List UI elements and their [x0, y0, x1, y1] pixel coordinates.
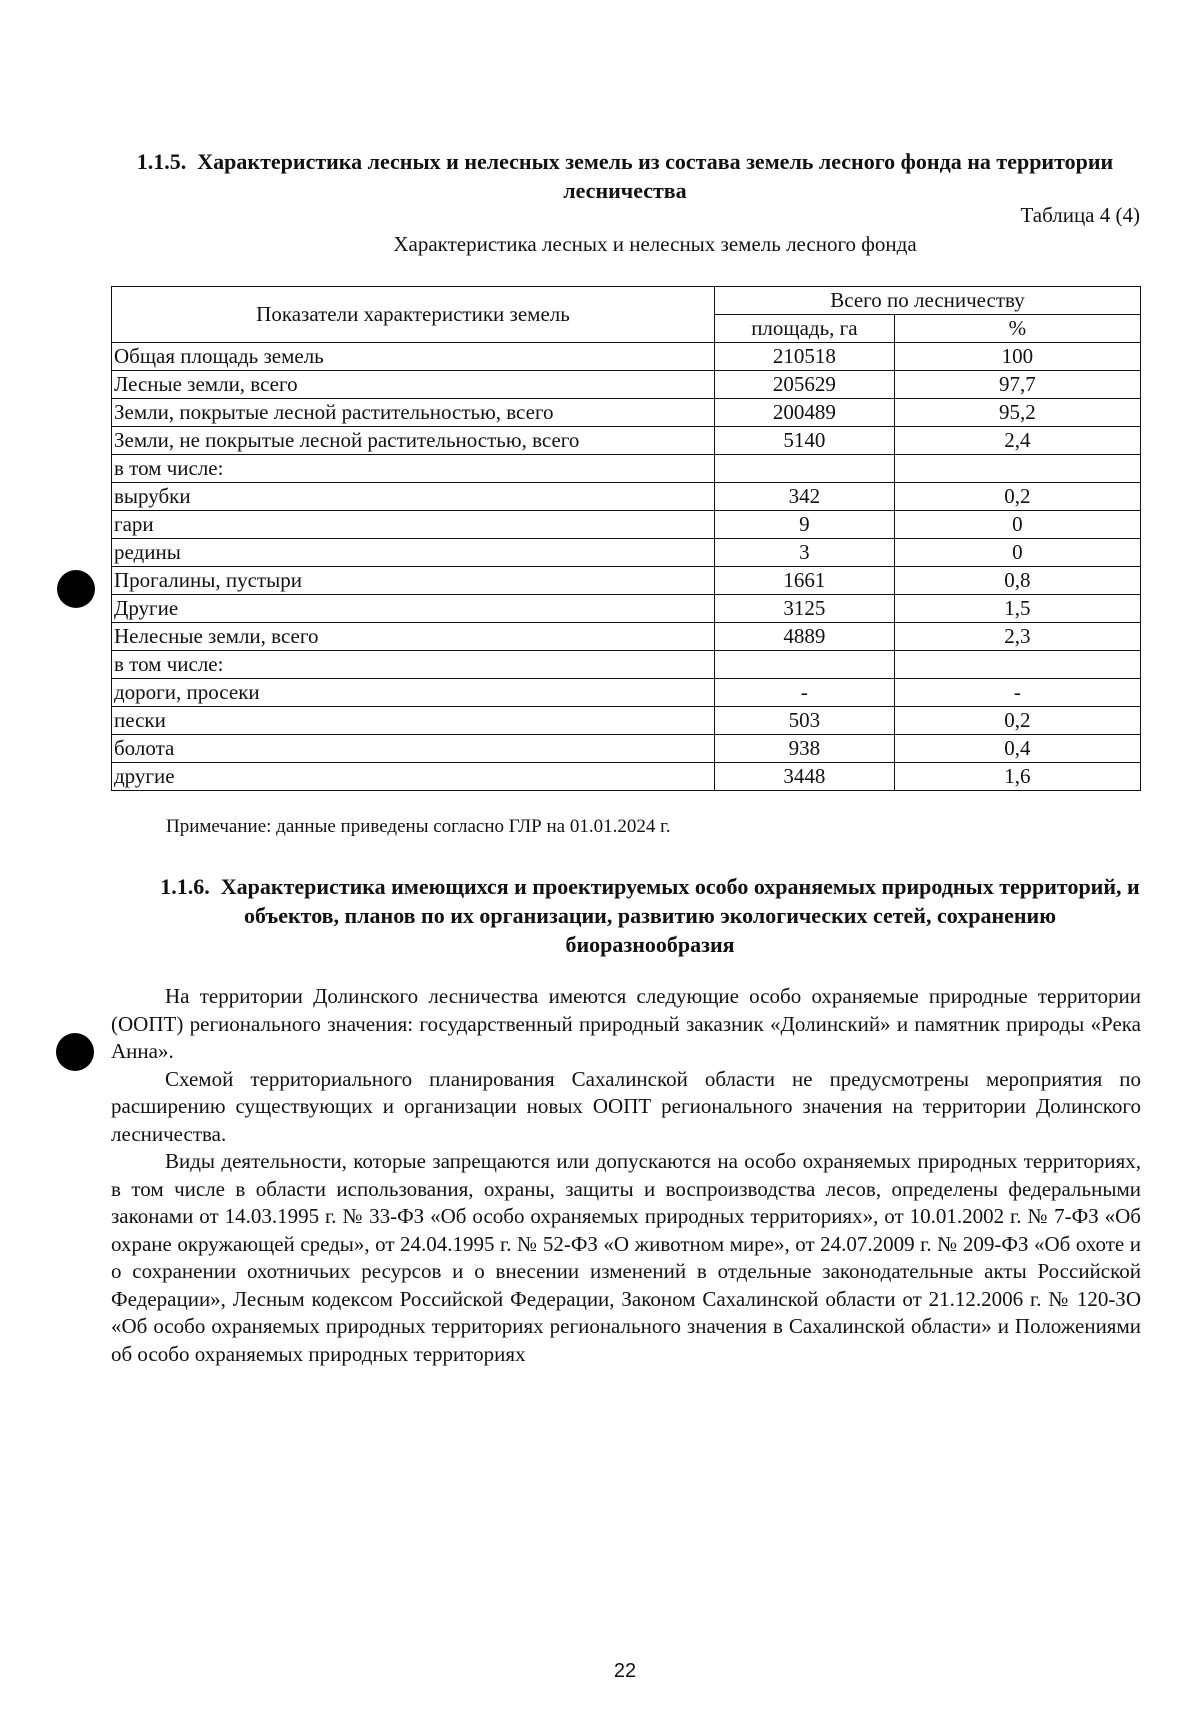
row-percent	[894, 651, 1140, 679]
section-heading-1-1-6	[160, 872, 1140, 959]
paragraph: Схемой территориального планирования Сахалинской области не предусмотрены мероприятия по расширению существующих и организации новых ООПТ регионального значения на территории Долинского лесничества.	[111, 1066, 1141, 1146]
table-row	[112, 595, 1141, 623]
table-row	[112, 483, 1141, 511]
row-percent: 2,3	[894, 623, 1140, 651]
table-row	[112, 679, 1141, 707]
row-area: 4889	[715, 623, 895, 651]
row-label: в том числе:	[112, 455, 715, 483]
row-area: 205629	[715, 371, 895, 399]
row-label: пески	[112, 707, 715, 735]
row-percent: 97,7	[894, 371, 1140, 399]
table-row	[112, 567, 1141, 595]
row-area: 210518	[715, 343, 895, 371]
section-title: Характеристика имеющихся и проектируемых особо охраняемых природных территорий, и объектов, планов по их организации, развитию экологических сетей, сохранению биоразнообразия	[220, 874, 1140, 957]
row-area: 938	[715, 735, 895, 763]
page-number: 22	[613, 1660, 637, 1682]
land-characteristics-table	[111, 286, 1141, 791]
row-label: дороги, просеки	[112, 679, 715, 707]
table-row	[112, 399, 1141, 427]
row-percent: 0,2	[894, 707, 1140, 735]
header-indicator: Показатели характеристики земель	[112, 287, 715, 343]
row-percent: -	[894, 679, 1140, 707]
row-label: Земли, покрытые лесной растительностью, всего	[112, 399, 715, 427]
table-row	[112, 343, 1141, 371]
section-number: 1.1.5.	[136, 149, 187, 174]
table-row	[112, 539, 1141, 567]
row-percent: 2,4	[894, 427, 1140, 455]
paragraph: Виды деятельности, которые запрещаются или допускаются на особо охраняемых природных территориях, в том числе в области использования, охраны, защиты и воспроизводства лесов, определены федеральными законами от 14.03.1995 г. № 33-ФЗ «Об особо охраняемых природных территориях», от 10.01.2002 г. № 7-ФЗ «Об охране окружающей среды», от 24.04.1995 г. № 52-ФЗ «О животном мире», от 24.07.2009 г. № 209-ФЗ «Об охоте и о сохранении охотничьих ресурсов и о внесении изменений в отдельные законодательные акты Российской Федерации», Лесным кодексом Российской Федерации, Законом Сахалинской области от 21.12.2006 г. № 120-ЗО «Об особо охраняемых природных территориях регионального значения в Сахалинской области» и Положениями об особо охраняемых природных территориях	[111, 1149, 1141, 1366]
row-percent: 0,2	[894, 483, 1140, 511]
table-number: Таблица 4 (4)	[1020, 203, 1140, 227]
row-area	[715, 651, 895, 679]
table-row	[112, 511, 1141, 539]
row-label: Другие	[112, 595, 715, 623]
row-label: болота	[112, 735, 715, 763]
row-percent: 0,4	[894, 735, 1140, 763]
row-label: редины	[112, 539, 715, 567]
row-label: в том числе:	[112, 651, 715, 679]
row-label: Прогалины, пустыри	[112, 567, 715, 595]
row-label: Земли, не покрытые лесной растительностью, всего	[112, 427, 715, 455]
table-caption: Характеристика лесных и нелесных земель лесного фонда	[393, 232, 917, 256]
header-total: Всего по лесничеству	[715, 287, 1141, 315]
row-label: Общая площадь земель	[112, 343, 715, 371]
table-header-row	[112, 287, 1141, 315]
section-heading-1-1-5	[110, 147, 1140, 205]
row-area: 200489	[715, 399, 895, 427]
row-label: вырубки	[112, 483, 715, 511]
table-note: Примечание: данные приведены согласно ГЛР на 01.01.2024 г.	[166, 816, 671, 837]
row-percent: 1,5	[894, 595, 1140, 623]
row-area: 342	[715, 483, 895, 511]
table-row	[112, 371, 1141, 399]
row-label: Лесные земли, всего	[112, 371, 715, 399]
row-area: 5140	[715, 427, 895, 455]
row-area: 503	[715, 707, 895, 735]
table-row	[112, 707, 1141, 735]
body-text	[111, 983, 1141, 1368]
row-label: Нелесные земли, всего	[112, 623, 715, 651]
punch-hole	[56, 1033, 94, 1071]
row-percent: 0	[894, 511, 1140, 539]
table-row	[112, 735, 1141, 763]
section-number: 1.1.6.	[160, 874, 210, 899]
paragraph: На территории Долинского лесничества имеются следующие особо охраняемые природные территории (ООПТ) регионального значения: государственный природный заказник «Долинский» и памятник природы «Река Анна».	[111, 984, 1141, 1063]
row-area: 9	[715, 511, 895, 539]
row-area	[715, 455, 895, 483]
row-area: 3125	[715, 595, 895, 623]
punch-hole	[57, 570, 95, 608]
row-percent: 0	[894, 539, 1140, 567]
row-percent: 95,2	[894, 399, 1140, 427]
row-area: 1661	[715, 567, 895, 595]
table-body	[112, 343, 1141, 791]
row-percent	[894, 455, 1140, 483]
row-area: -	[715, 679, 895, 707]
row-percent: 1,6	[894, 763, 1140, 791]
row-area: 3448	[715, 763, 895, 791]
header-percent: %	[894, 315, 1140, 343]
table-row	[112, 623, 1141, 651]
row-percent: 0,8	[894, 567, 1140, 595]
table-row	[112, 763, 1141, 791]
header-area: площадь, га	[715, 315, 895, 343]
row-label: другие	[112, 763, 715, 791]
table-row	[112, 651, 1141, 679]
row-percent: 100	[894, 343, 1140, 371]
section-title: Характеристика лесных и нелесных земель из состава земель лесного фонда на территории лесничества	[197, 149, 1114, 203]
row-area: 3	[715, 539, 895, 567]
row-label: гари	[112, 511, 715, 539]
table-row	[112, 455, 1141, 483]
table-row	[112, 427, 1141, 455]
